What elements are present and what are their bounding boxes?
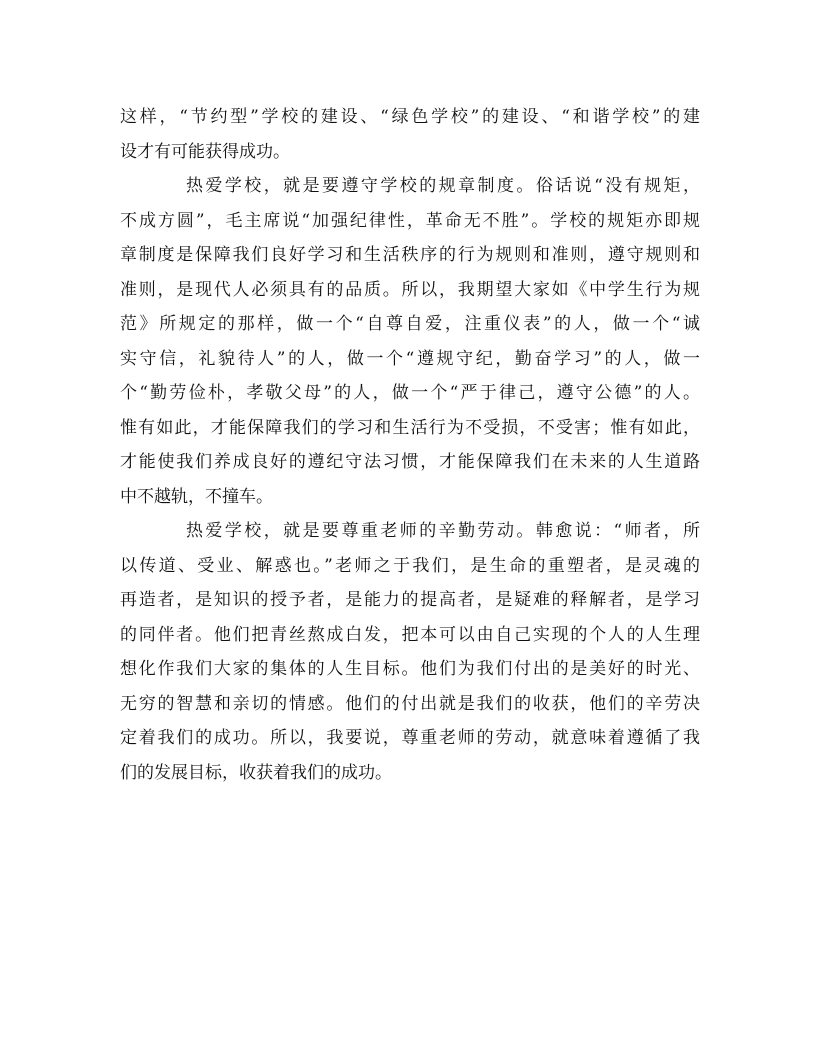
text-line: 想化作我们大家的集体的人生目标。他们为我们付出的是美好的时光、 [120,659,700,679]
text-line: 定着我们的成功。所以，我要说，尊重老师的劳动，就意味着遵循了我 [120,728,700,748]
text-line: 无穷的智慧和亲切的情感。他们的付出就是我们的收获，他们的辛劳决 [120,693,700,714]
text-line: 个“勤劳俭朴，孝敬父母”的人，做一个“严于律己，遵守公德”的人。 [120,383,700,403]
text-line: 实守信，礼貌待人”的人，做一个“遵规守纪，勤奋学习”的人，做一 [120,348,700,369]
text-line: 准则，是现代人必须具有的品质。所以，我期望大家如《中学生行为规 [120,279,700,300]
text-line: 再造者，是知识的授予者，是能力的提高者，是疑难的释解者，是学习 [120,590,700,610]
text-line: 不成方圆”，毛主席说“加强纪律性，革命无不胜”。学校的规矩亦即规 [120,210,700,231]
body-text [120,100,700,790]
text-line: 这样，“节约型”学校的建设、“绿色学校”的建设、“和谐学校”的建 [120,107,700,127]
paragraph-1 [120,100,700,169]
text-line: 热爱学校，就是要尊重老师的辛勤劳动。韩愈说：“师者，所 [186,521,700,541]
text-line: 热爱学校，就是要遵守学校的规章制度。俗话说“没有规矩， [186,176,700,196]
paragraph-3 [120,514,700,790]
paragraph-2 [120,169,700,514]
text-line: 中不越轨，不撞车。 [120,486,273,507]
text-line: 设才有可能获得成功。 [120,141,290,162]
text-line: 以传道、受业、解惑也。”老师之于我们，是生命的重塑者，是灵魂的 [120,555,700,576]
text-line: 范》所规定的那样，做一个“自尊自爱，注重仪表”的人，做一个“诚 [120,314,700,334]
text-line: 们的发展目标，收获着我们的成功。 [120,762,392,783]
text-line: 的同伴者。他们把青丝熬成白发，把本可以由自己实现的个人的人生理 [120,624,700,645]
text-line: 才能使我们养成良好的遵纪守法习惯，才能保障我们在未来的人生道路 [120,452,700,472]
text-line: 章制度是保障我们良好学习和生活秩序的行为规则和准则，遵守规则和 [120,245,700,265]
text-line: 惟有如此，才能保障我们的学习和生活行为不受损，不受害；惟有如此， [120,417,700,438]
